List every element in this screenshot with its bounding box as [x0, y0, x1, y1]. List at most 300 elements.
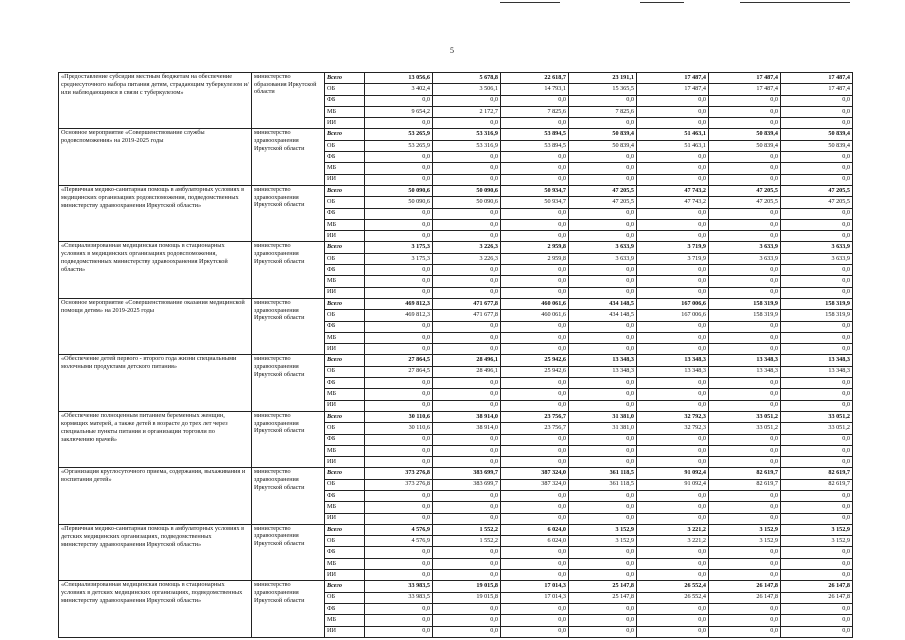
- amount-cell: 0,0: [637, 118, 709, 129]
- amount-cell: 0,0: [569, 570, 637, 581]
- amount-cell: 82 619,7: [709, 468, 781, 479]
- amount-cell: 53 316,9: [433, 129, 501, 140]
- amount-cell: 50 839,4: [569, 129, 637, 140]
- amount-cell: 9 654,2: [365, 106, 433, 117]
- table-row-total: [59, 298, 853, 309]
- amount-cell: 0,0: [365, 321, 433, 332]
- amount-cell: 23 756,7: [501, 411, 569, 422]
- amount-cell: 50 934,7: [501, 185, 569, 196]
- amount-cell: 0,0: [365, 208, 433, 219]
- amount-cell: 3 221,2: [637, 524, 709, 535]
- amount-cell: 0,0: [709, 502, 781, 513]
- amount-cell: 0,0: [569, 615, 637, 626]
- amount-cell: 0,0: [709, 287, 781, 298]
- amount-cell: 0,0: [433, 513, 501, 524]
- funding-source: ФБ: [325, 265, 365, 276]
- amount-cell: 0,0: [637, 490, 709, 501]
- amount-cell: 0,0: [709, 344, 781, 355]
- amount-cell: 0,0: [433, 378, 501, 389]
- amount-cell: 26 147,8: [709, 581, 781, 592]
- amount-cell: 387 324,0: [501, 479, 569, 490]
- funding-source: ФБ: [325, 378, 365, 389]
- amount-cell: 33 051,2: [709, 411, 781, 422]
- amount-cell: 0,0: [637, 434, 709, 445]
- amount-cell: 0,0: [709, 490, 781, 501]
- amount-cell: 0,0: [781, 502, 853, 513]
- amount-cell: 0,0: [637, 219, 709, 230]
- amount-cell: 3 152,9: [569, 524, 637, 535]
- funding-source: ИИ: [325, 118, 365, 129]
- amount-cell: 23 756,7: [501, 423, 569, 434]
- funding-source: Всего: [325, 468, 365, 479]
- amount-cell: 4 576,9: [365, 536, 433, 547]
- funding-source: Всего: [325, 581, 365, 592]
- amount-cell: 0,0: [433, 208, 501, 219]
- amount-cell: 3 226,3: [433, 242, 501, 253]
- amount-cell: 2 172,7: [433, 106, 501, 117]
- amount-cell: 0,0: [781, 95, 853, 106]
- amount-cell: 0,0: [433, 502, 501, 513]
- amount-cell: 38 914,0: [433, 423, 501, 434]
- amount-cell: 0,0: [781, 445, 853, 456]
- amount-cell: 3 221,2: [637, 536, 709, 547]
- amount-cell: 0,0: [637, 95, 709, 106]
- amount-cell: 0,0: [501, 513, 569, 524]
- amount-cell: 3 719,9: [637, 242, 709, 253]
- amount-cell: 50 934,7: [501, 197, 569, 208]
- amount-cell: 0,0: [569, 95, 637, 106]
- funding-source: ОБ: [325, 366, 365, 377]
- amount-cell: 7 825,6: [569, 106, 637, 117]
- amount-cell: 14 793,1: [501, 84, 569, 95]
- amount-cell: 0,0: [569, 231, 637, 242]
- amount-cell: 33 051,2: [781, 423, 853, 434]
- activity-name: «Предоставление субсидии местным бюджетам на обеспечение среднесуточного набора питания детям, страдающим туберкулезом и/или наблюдающимся в связи с туберкулезом»: [59, 73, 252, 129]
- amount-cell: 0,0: [637, 231, 709, 242]
- amount-cell: 6 024,0: [501, 524, 569, 535]
- amount-cell: 0,0: [501, 558, 569, 569]
- amount-cell: 0,0: [709, 174, 781, 185]
- amount-cell: 27 864,5: [365, 366, 433, 377]
- amount-cell: 0,0: [365, 332, 433, 343]
- amount-cell: 17 487,4: [709, 73, 781, 84]
- amount-cell: 28 496,1: [433, 366, 501, 377]
- amount-cell: 0,0: [709, 615, 781, 626]
- amount-cell: 0,0: [781, 490, 853, 501]
- amount-cell: 0,0: [365, 490, 433, 501]
- amount-cell: 0,0: [781, 558, 853, 569]
- amount-cell: 13 348,3: [781, 355, 853, 366]
- responsible-executor: министерство здравоохранения Иркутской области: [252, 242, 325, 298]
- amount-cell: 17 014,3: [501, 592, 569, 603]
- funding-source: ОБ: [325, 253, 365, 264]
- amount-cell: 0,0: [637, 152, 709, 163]
- funding-source: ФБ: [325, 208, 365, 219]
- amount-cell: 0,0: [709, 400, 781, 411]
- amount-cell: 26 147,8: [781, 592, 853, 603]
- amount-cell: 0,0: [781, 603, 853, 614]
- funding-source: ИИ: [325, 457, 365, 468]
- amount-cell: 0,0: [781, 219, 853, 230]
- amount-cell: 0,0: [501, 445, 569, 456]
- amount-cell: 0,0: [709, 445, 781, 456]
- amount-cell: 0,0: [709, 389, 781, 400]
- amount-cell: 0,0: [569, 434, 637, 445]
- amount-cell: 0,0: [433, 490, 501, 501]
- amount-cell: 0,0: [365, 219, 433, 230]
- amount-cell: 0,0: [569, 174, 637, 185]
- amount-cell: 4 576,9: [365, 524, 433, 535]
- funding-source: Всего: [325, 355, 365, 366]
- amount-cell: 0,0: [501, 626, 569, 637]
- responsible-executor: министерство здравоохранения Иркутской области: [252, 129, 325, 185]
- amount-cell: 0,0: [569, 457, 637, 468]
- amount-cell: 0,0: [569, 276, 637, 287]
- amount-cell: 0,0: [637, 445, 709, 456]
- amount-cell: 50 090,6: [365, 197, 433, 208]
- amount-cell: 158 319,9: [709, 298, 781, 309]
- amount-cell: 0,0: [365, 265, 433, 276]
- amount-cell: 3 402,4: [365, 84, 433, 95]
- amount-cell: 3 633,9: [709, 253, 781, 264]
- amount-cell: 471 677,8: [433, 310, 501, 321]
- funding-source: ОБ: [325, 140, 365, 151]
- amount-cell: 0,0: [637, 276, 709, 287]
- amount-cell: 0,0: [569, 389, 637, 400]
- amount-cell: 0,0: [569, 547, 637, 558]
- amount-cell: 373 276,8: [365, 479, 433, 490]
- funding-source: Всего: [325, 242, 365, 253]
- amount-cell: 0,0: [501, 163, 569, 174]
- amount-cell: 0,0: [365, 152, 433, 163]
- amount-cell: 47 205,5: [781, 197, 853, 208]
- amount-cell: 469 812,3: [365, 298, 433, 309]
- amount-cell: 3 719,9: [637, 253, 709, 264]
- responsible-executor: министерство здравоохранения Иркутской области: [252, 355, 325, 411]
- responsible-executor: министерство образования Иркутской области: [252, 73, 325, 129]
- amount-cell: 0,0: [781, 208, 853, 219]
- amount-cell: 0,0: [501, 490, 569, 501]
- activity-name: «Обеспечение полноценным питанием беременных женщин, кормящих матерей, а также детей в возрасте до трех лет через специальные пункты питания и организации торговли по заключению врачей»: [59, 411, 252, 467]
- amount-cell: 2 959,8: [501, 242, 569, 253]
- amount-cell: 13 348,3: [709, 366, 781, 377]
- amount-cell: 47 205,5: [709, 197, 781, 208]
- amount-cell: 0,0: [709, 558, 781, 569]
- amount-cell: 0,0: [781, 163, 853, 174]
- funding-source: МБ: [325, 502, 365, 513]
- funding-source: ФБ: [325, 95, 365, 106]
- amount-cell: 47 743,2: [637, 197, 709, 208]
- amount-cell: 3 152,9: [781, 536, 853, 547]
- amount-cell: 0,0: [569, 321, 637, 332]
- funding-source: ФБ: [325, 152, 365, 163]
- funding-source: ФБ: [325, 547, 365, 558]
- amount-cell: 0,0: [781, 265, 853, 276]
- amount-cell: 47 205,5: [781, 185, 853, 196]
- amount-cell: 460 061,6: [501, 310, 569, 321]
- amount-cell: 0,0: [781, 457, 853, 468]
- funding-source: МБ: [325, 106, 365, 117]
- amount-cell: 0,0: [637, 570, 709, 581]
- amount-cell: 0,0: [365, 95, 433, 106]
- amount-cell: 373 276,8: [365, 468, 433, 479]
- amount-cell: 0,0: [569, 445, 637, 456]
- amount-cell: 0,0: [501, 287, 569, 298]
- amount-cell: 0,0: [709, 434, 781, 445]
- responsible-executor: министерство здравоохранения Иркутской области: [252, 298, 325, 354]
- amount-cell: 19 015,8: [433, 592, 501, 603]
- amount-cell: 0,0: [365, 457, 433, 468]
- amount-cell: 0,0: [365, 287, 433, 298]
- funding-source: ИИ: [325, 287, 365, 298]
- amount-cell: 3 152,9: [709, 536, 781, 547]
- funding-source: ИИ: [325, 400, 365, 411]
- amount-cell: 33 051,2: [781, 411, 853, 422]
- amount-cell: 0,0: [569, 332, 637, 343]
- amount-cell: 0,0: [433, 547, 501, 558]
- amount-cell: 0,0: [637, 265, 709, 276]
- amount-cell: 82 619,7: [709, 479, 781, 490]
- amount-cell: 0,0: [781, 626, 853, 637]
- amount-cell: 17 014,3: [501, 581, 569, 592]
- amount-cell: 0,0: [569, 513, 637, 524]
- table-row-total: [59, 411, 853, 422]
- amount-cell: 0,0: [433, 174, 501, 185]
- amount-cell: 0,0: [569, 378, 637, 389]
- amount-cell: 0,0: [569, 265, 637, 276]
- amount-cell: 0,0: [637, 321, 709, 332]
- amount-cell: 0,0: [569, 603, 637, 614]
- amount-cell: 0,0: [501, 603, 569, 614]
- funding-source: ФБ: [325, 321, 365, 332]
- amount-cell: 0,0: [433, 332, 501, 343]
- amount-cell: 383 699,7: [433, 479, 501, 490]
- amount-cell: 0,0: [569, 219, 637, 230]
- amount-cell: 0,0: [569, 287, 637, 298]
- amount-cell: 23 191,1: [569, 73, 637, 84]
- funding-source: МБ: [325, 219, 365, 230]
- amount-cell: 158 319,9: [781, 298, 853, 309]
- amount-cell: 53 265,9: [365, 129, 433, 140]
- amount-cell: 0,0: [501, 231, 569, 242]
- amount-cell: 0,0: [365, 231, 433, 242]
- amount-cell: 0,0: [501, 208, 569, 219]
- amount-cell: 0,0: [433, 389, 501, 400]
- table-row-total: [59, 524, 853, 535]
- amount-cell: 0,0: [709, 106, 781, 117]
- amount-cell: 27 864,5: [365, 355, 433, 366]
- responsible-executor: министерство здравоохранения Иркутской области: [252, 468, 325, 524]
- top-rule-mid: [640, 2, 684, 3]
- amount-cell: 82 619,7: [781, 468, 853, 479]
- amount-cell: 1 552,2: [433, 536, 501, 547]
- top-rule-right: [740, 2, 850, 3]
- table-row-total: [59, 129, 853, 140]
- table-row-total: [59, 185, 853, 196]
- amount-cell: 0,0: [781, 287, 853, 298]
- amount-cell: 17 487,4: [781, 73, 853, 84]
- amount-cell: 0,0: [365, 513, 433, 524]
- amount-cell: 0,0: [433, 163, 501, 174]
- funding-source: ОБ: [325, 592, 365, 603]
- amount-cell: 38 914,0: [433, 411, 501, 422]
- amount-cell: 0,0: [709, 378, 781, 389]
- amount-cell: 0,0: [781, 400, 853, 411]
- amount-cell: 3 506,1: [433, 84, 501, 95]
- amount-cell: 0,0: [433, 603, 501, 614]
- amount-cell: 26 147,8: [709, 592, 781, 603]
- amount-cell: 3 633,9: [709, 242, 781, 253]
- funding-source: ИИ: [325, 174, 365, 185]
- amount-cell: 0,0: [569, 490, 637, 501]
- amount-cell: 167 006,6: [637, 310, 709, 321]
- amount-cell: 47 743,2: [637, 185, 709, 196]
- amount-cell: 167 006,6: [637, 298, 709, 309]
- amount-cell: 0,0: [365, 626, 433, 637]
- amount-cell: 0,0: [365, 276, 433, 287]
- amount-cell: 0,0: [433, 265, 501, 276]
- amount-cell: 0,0: [637, 626, 709, 637]
- amount-cell: 383 699,7: [433, 468, 501, 479]
- amount-cell: 0,0: [637, 502, 709, 513]
- amount-cell: 50 839,4: [709, 140, 781, 151]
- amount-cell: 0,0: [365, 615, 433, 626]
- activity-name: «Первичная медико-санитарная помощь в амбулаторных условиях в медицинских организациях родовспоможения, подведомственных министерству здравоохранения Иркутской области»: [59, 185, 252, 241]
- amount-cell: 51 463,1: [637, 140, 709, 151]
- amount-cell: 32 792,3: [637, 411, 709, 422]
- amount-cell: 0,0: [637, 457, 709, 468]
- amount-cell: 0,0: [433, 626, 501, 637]
- amount-cell: 50 839,4: [709, 129, 781, 140]
- amount-cell: 3 226,3: [433, 253, 501, 264]
- amount-cell: 0,0: [365, 434, 433, 445]
- table-row-total: [59, 355, 853, 366]
- amount-cell: 0,0: [709, 547, 781, 558]
- amount-cell: 0,0: [781, 570, 853, 581]
- amount-cell: 0,0: [433, 321, 501, 332]
- amount-cell: 33 051,2: [709, 423, 781, 434]
- amount-cell: 17 487,4: [781, 84, 853, 95]
- amount-cell: 17 487,4: [709, 84, 781, 95]
- amount-cell: 0,0: [637, 287, 709, 298]
- amount-cell: 30 110,6: [365, 423, 433, 434]
- amount-cell: 50 839,4: [569, 140, 637, 151]
- funding-table: [58, 72, 853, 638]
- amount-cell: 0,0: [781, 513, 853, 524]
- amount-cell: 0,0: [365, 163, 433, 174]
- amount-cell: 3 633,9: [569, 242, 637, 253]
- amount-cell: 0,0: [569, 502, 637, 513]
- amount-cell: 0,0: [781, 174, 853, 185]
- funding-source: ИИ: [325, 570, 365, 581]
- funding-source: Всего: [325, 411, 365, 422]
- amount-cell: 0,0: [433, 457, 501, 468]
- amount-cell: 0,0: [433, 219, 501, 230]
- amount-cell: 0,0: [569, 208, 637, 219]
- amount-cell: 26 147,8: [781, 581, 853, 592]
- funding-source: МБ: [325, 332, 365, 343]
- amount-cell: 0,0: [501, 434, 569, 445]
- amount-cell: 0,0: [709, 208, 781, 219]
- amount-cell: 0,0: [501, 547, 569, 558]
- table-row-total: [59, 581, 853, 592]
- amount-cell: 0,0: [637, 615, 709, 626]
- amount-cell: 26 552,4: [637, 592, 709, 603]
- amount-cell: 0,0: [365, 547, 433, 558]
- funding-source: МБ: [325, 389, 365, 400]
- amount-cell: 0,0: [501, 332, 569, 343]
- amount-cell: 434 148,5: [569, 298, 637, 309]
- amount-cell: 2 959,8: [501, 253, 569, 264]
- activity-name: «Обеспечение детей первого - второго года жизни специальными молочными продуктами детского питания»: [59, 355, 252, 411]
- amount-cell: 0,0: [781, 547, 853, 558]
- amount-cell: 0,0: [433, 400, 501, 411]
- amount-cell: 0,0: [569, 152, 637, 163]
- amount-cell: 0,0: [501, 152, 569, 163]
- amount-cell: 0,0: [433, 344, 501, 355]
- amount-cell: 0,0: [365, 558, 433, 569]
- amount-cell: 0,0: [709, 603, 781, 614]
- funding-source: МБ: [325, 558, 365, 569]
- amount-cell: 387 324,0: [501, 468, 569, 479]
- amount-cell: 0,0: [365, 118, 433, 129]
- amount-cell: 469 812,3: [365, 310, 433, 321]
- funding-source: ФБ: [325, 603, 365, 614]
- amount-cell: 0,0: [637, 547, 709, 558]
- amount-cell: 0,0: [709, 219, 781, 230]
- amount-cell: 0,0: [501, 321, 569, 332]
- amount-cell: 13 348,3: [569, 355, 637, 366]
- amount-cell: 13 348,3: [637, 366, 709, 377]
- amount-cell: 0,0: [709, 570, 781, 581]
- table-row-total: [59, 468, 853, 479]
- funding-source: ИИ: [325, 626, 365, 637]
- amount-cell: 51 463,1: [637, 129, 709, 140]
- amount-cell: 25 942,6: [501, 366, 569, 377]
- amount-cell: 0,0: [365, 174, 433, 185]
- funding-source: Всего: [325, 185, 365, 196]
- responsible-executor: министерство здравоохранения Иркутской области: [252, 411, 325, 467]
- amount-cell: 0,0: [781, 231, 853, 242]
- amount-cell: 0,0: [501, 502, 569, 513]
- amount-cell: 0,0: [637, 389, 709, 400]
- amount-cell: 47 205,5: [709, 185, 781, 196]
- amount-cell: 0,0: [637, 106, 709, 117]
- amount-cell: 3 633,9: [781, 242, 853, 253]
- funding-source: ОБ: [325, 536, 365, 547]
- amount-cell: 158 319,9: [709, 310, 781, 321]
- amount-cell: 0,0: [433, 152, 501, 163]
- amount-cell: 0,0: [501, 378, 569, 389]
- funding-source: ОБ: [325, 310, 365, 321]
- amount-cell: 0,0: [709, 118, 781, 129]
- table-row-total: [59, 73, 853, 84]
- top-rule-left: [500, 2, 560, 3]
- amount-cell: 0,0: [501, 95, 569, 106]
- activity-name: Основное мероприятие «Совершенствование оказания медицинской помощи детям» на 2019-2025 годы: [59, 298, 252, 354]
- activity-name: Основное мероприятие «Совершенствование службы родовспоможения» на 2019-2025 годы: [59, 129, 252, 185]
- amount-cell: 3 152,9: [709, 524, 781, 535]
- amount-cell: 0,0: [433, 95, 501, 106]
- funding-source: ОБ: [325, 423, 365, 434]
- amount-cell: 31 381,0: [569, 411, 637, 422]
- amount-cell: 0,0: [637, 332, 709, 343]
- amount-cell: 25 147,8: [569, 592, 637, 603]
- funding-source: МБ: [325, 276, 365, 287]
- amount-cell: 0,0: [569, 118, 637, 129]
- amount-cell: 0,0: [501, 400, 569, 411]
- amount-cell: 91 092,4: [637, 468, 709, 479]
